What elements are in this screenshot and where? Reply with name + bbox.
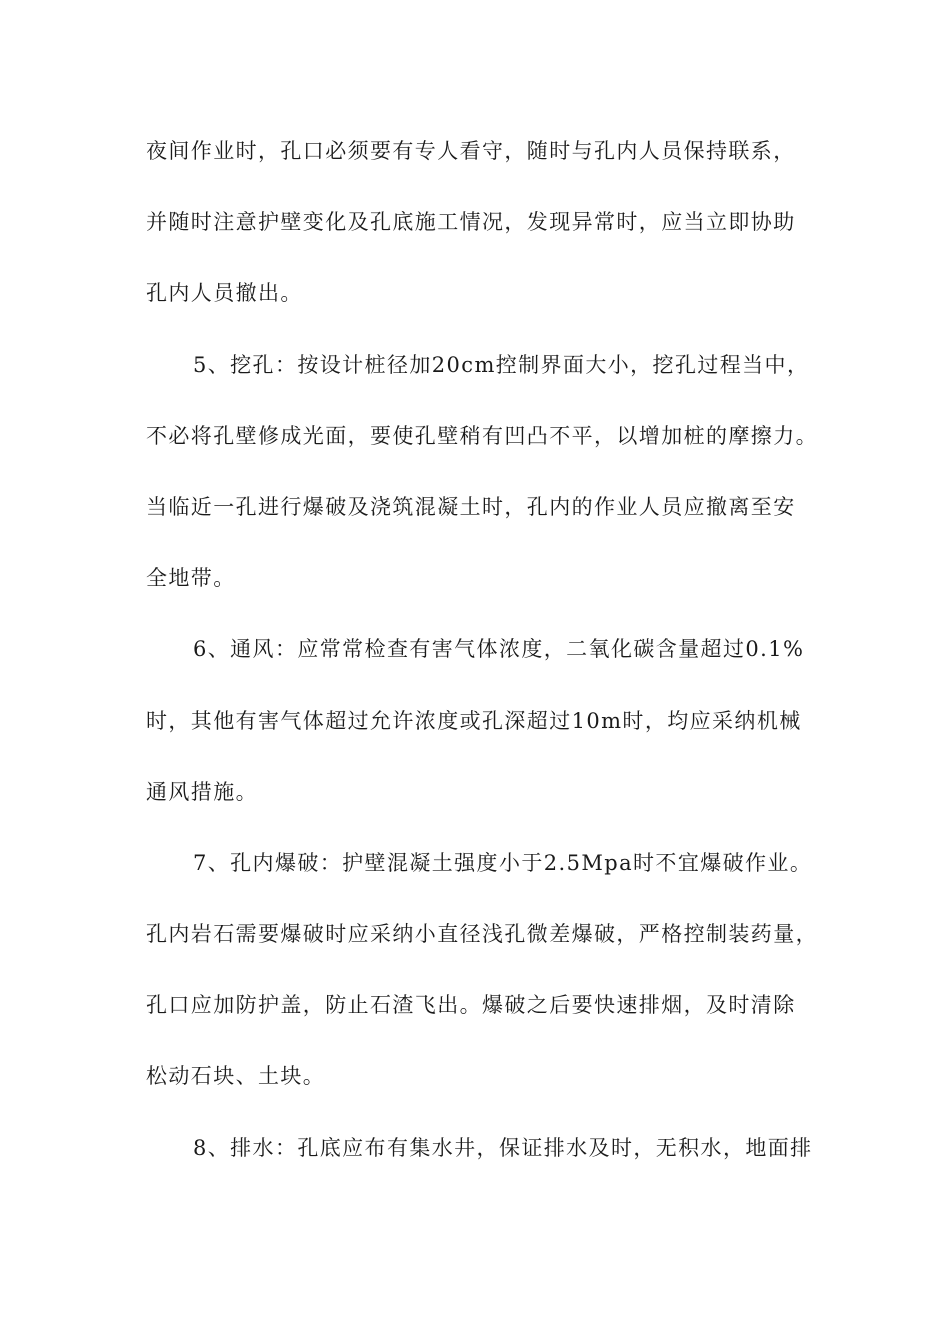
text-line: 夜间作业时，孔口必须要有专人看守，随时与孔内人员保持联系， — [146, 139, 796, 163]
text-line: 不必将孔壁修成光面，要使孔壁稍有凹凸不平，以增加桩的摩擦力。 — [146, 423, 818, 448]
text-line: 孔口应加防护盖，防止石渣飞出。爆破之后要快速排烟，及时清除 — [146, 993, 796, 1018]
text-line: 时，其他有害气体超过允许浓度或孔深超过10m时，均应采纳机械 — [146, 708, 802, 733]
paragraph-5-start: 5、挖孔：按设计桩径加20cm控制界面大小，挖孔过程当中， — [193, 352, 810, 377]
text-line: 孔内人员撤出。 — [146, 281, 303, 306]
paragraph-6-start: 6、通风：应常常检查有害气体浓度，二氧化碳含量超过0.1% — [193, 637, 805, 662]
text-line: 全地带。 — [146, 566, 236, 591]
text-line: 当临近一孔进行爆破及浇筑混凝土时，孔内的作业人员应撤离至安 — [146, 494, 796, 519]
text-line: 孔内岩石需要爆破时应采纳小直径浅孔微差爆破，严格控制装药量， — [146, 922, 818, 947]
text-line: 松动石块、土块。 — [146, 1064, 326, 1089]
text-line: 通风措施。 — [146, 779, 258, 804]
paragraph-7-start: 7、孔内爆破：护壁混凝土强度小于2.5Mpa时不宜爆破作业。 — [193, 850, 813, 875]
text-line: 并随时注意护壁变化及孔底施工情况，发现异常时，应当立即协助 — [146, 210, 796, 235]
paragraph-8-start: 8、排水：孔底应布有集水井，保证排水及时，无积水，地面排 — [193, 1135, 813, 1160]
document-body — [146, 130, 818, 1198]
